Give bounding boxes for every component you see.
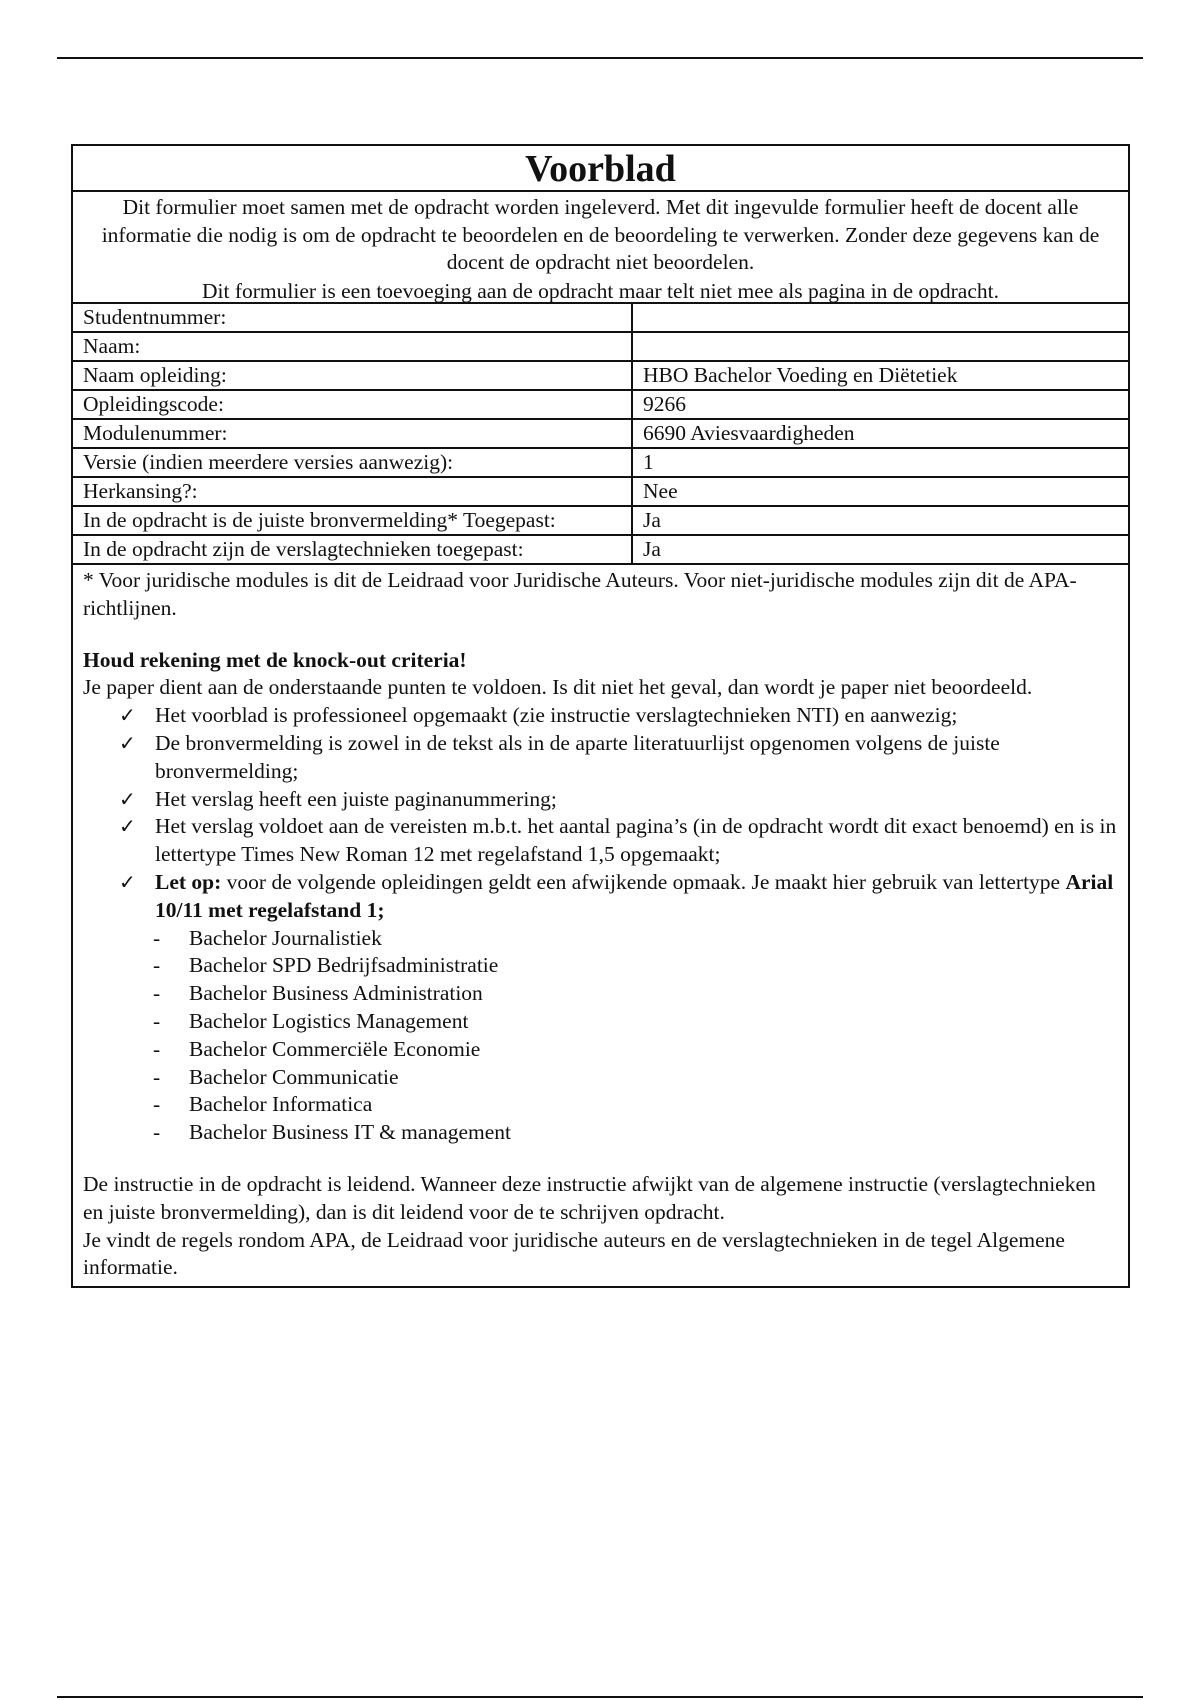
knockout-heading: Houd rekening met de knock-out criteria!: [83, 647, 467, 672]
check-icon: ✓: [119, 814, 136, 839]
field-row: [73, 477, 1128, 506]
dash-bullet: -: [153, 953, 161, 978]
program-item: [153, 1064, 1118, 1092]
closing-reference: Je vindt de regels rondom APA, de Leidraad voor juridische auteurs en de verslagtechnieken in de tegel Algemene informatie.: [83, 1227, 1065, 1280]
field-value-studentnummer[interactable]: [632, 304, 1128, 332]
criteria-item: [119, 730, 1118, 786]
check-icon: ✓: [119, 869, 136, 894]
program-name: Bachelor Journalistiek: [189, 925, 382, 950]
field-row: [73, 390, 1128, 419]
field-label-verslagtechnieken: In de opdracht zijn de verslagtechnieken toegepast:: [73, 535, 632, 564]
program-name: Bachelor Logistics Management: [189, 1008, 469, 1033]
attention-lead: Let op:: [155, 869, 222, 894]
check-icon: ✓: [119, 703, 136, 728]
field-value-herkansing[interactable]: Nee: [632, 477, 1128, 506]
program-item: [153, 1119, 1118, 1147]
cover-form: [71, 144, 1130, 1288]
field-row: [73, 506, 1128, 535]
criteria-item: [119, 869, 1118, 925]
field-label-versie: Versie (indien meerdere versies aanwezig):: [73, 448, 632, 477]
field-label-modulenummer: Modulenummer:: [73, 419, 632, 448]
check-icon: ✓: [119, 786, 136, 811]
program-name: Bachelor Commerciële Economie: [189, 1036, 481, 1061]
field-label-opleiding: Naam opleiding:: [73, 361, 632, 390]
intro-paragraph: Dit formulier moet samen met de opdracht worden ingeleverd. Met dit ingevulde formulier heeft de docent alle informatie die nodig is om de opdracht te beoordelen en de beoordeling te verwerken. Zonder deze gegevens kan de docent de opdracht niet beoordelen.: [101, 195, 1100, 274]
program-name: Bachelor Informatica: [189, 1092, 373, 1117]
dash-bullet: -: [153, 925, 161, 950]
field-row: [73, 448, 1128, 477]
programs-list: [83, 925, 1118, 1147]
field-value-opleidingscode[interactable]: 9266: [632, 390, 1128, 419]
criteria-text: Het verslag heeft een juiste paginanummering;: [155, 786, 557, 811]
intro-note: Dit formulier is een toevoeging aan de opdracht maar telt niet mee als pagina in de opdracht.: [201, 278, 999, 303]
program-name: Bachelor SPD Bedrijfsadministratie: [189, 953, 499, 978]
field-row: [73, 332, 1128, 361]
field-label-herkansing: Herkansing?:: [73, 477, 632, 506]
criteria-item: [119, 813, 1118, 869]
field-label-opleidingscode: Opleidingscode:: [73, 390, 632, 419]
program-item: [153, 952, 1118, 980]
footnote: * Voor juridische modules is dit de Leidraad voor Juridische Auteurs. Voor niet-juridische modules zijn dit de APA-richtlijnen.: [83, 568, 1077, 620]
program-item: [153, 1091, 1118, 1119]
program-item: [153, 925, 1118, 953]
field-value-modulenummer[interactable]: 6690 Aviesvaardigheden: [632, 419, 1128, 448]
field-row: [73, 535, 1128, 564]
dash-bullet: -: [153, 1120, 161, 1145]
field-value-opleiding[interactable]: HBO Bachelor Voeding en Diëtetiek: [632, 361, 1128, 390]
program-name: Bachelor Business IT & management: [189, 1120, 512, 1145]
field-label-bronvermelding: In de opdracht is de juiste bronvermelding* Toegepast:: [73, 506, 632, 535]
field-row: [73, 361, 1128, 390]
program-item: [153, 980, 1118, 1008]
attention-text: voor de volgende opleidingen geldt een afwijkende opmaak. Je maakt hier gebruik van lettertype: [221, 869, 1066, 894]
dash-bullet: -: [153, 1008, 161, 1033]
dash-bullet: -: [153, 1036, 161, 1061]
form-title: Voorblad: [73, 146, 1128, 192]
knockout-intro: Je paper dient aan de onderstaande punten te voldoen. Is dit niet het geval, dan wordt je paper niet beoordeeld.: [83, 675, 1033, 700]
field-value-bronvermelding[interactable]: Ja: [632, 506, 1128, 535]
field-value-verslagtechnieken[interactable]: Ja: [632, 535, 1128, 564]
footer-rule: [57, 1696, 1143, 1698]
dash-bullet: -: [153, 1064, 161, 1089]
program-item: [153, 1008, 1118, 1036]
program-name: Bachelor Communicatie: [189, 1064, 399, 1089]
program-name: Bachelor Business Administration: [189, 981, 483, 1006]
check-icon: ✓: [119, 730, 136, 755]
attention-emphasis: Arial 10/11 met regelafstand 1;: [155, 869, 1114, 922]
fields-table: [73, 304, 1128, 565]
criteria-item: [119, 786, 1118, 814]
dash-bullet: -: [153, 1092, 161, 1117]
header-rule: [57, 57, 1143, 59]
criteria-list: [83, 702, 1118, 924]
field-label-naam: Naam:: [73, 332, 632, 361]
field-value-naam[interactable]: [632, 332, 1128, 361]
field-value-versie[interactable]: 1: [632, 448, 1128, 477]
criteria-text: Het verslag voldoet aan de vereisten m.b.t. het aantal pagina’s (in de opdracht wordt dit exact benoemd) en is in lettertype Times New Roman 12 met regelafstand 1,5 opgemaakt;: [155, 814, 1117, 867]
field-row: [73, 419, 1128, 448]
criteria-text: Het voorblad is professioneel opgemaakt (zie instructie verslagtechnieken NTI) en aanwezig;: [155, 703, 958, 728]
field-row: [73, 304, 1128, 332]
intro-section: [73, 192, 1128, 304]
notes-section: [73, 565, 1128, 1286]
criteria-text: De bronvermelding is zowel in de tekst als in de aparte literatuurlijst opgenomen volgens de juiste bronvermelding;: [155, 730, 1000, 783]
program-item: [153, 1036, 1118, 1064]
criteria-item: [119, 702, 1118, 730]
dash-bullet: -: [153, 981, 161, 1006]
field-label-studentnummer: Studentnummer:: [73, 304, 632, 332]
closing-instruction: De instructie in de opdracht is leidend. Wanneer deze instructie afwijkt van de algemene instructie (verslagtechnieken en juiste bronvermelding), dan is dit leidend voor de te schrijven opdracht.: [83, 1171, 1096, 1224]
spacer: [83, 1147, 1118, 1171]
spacer: [83, 623, 1118, 647]
